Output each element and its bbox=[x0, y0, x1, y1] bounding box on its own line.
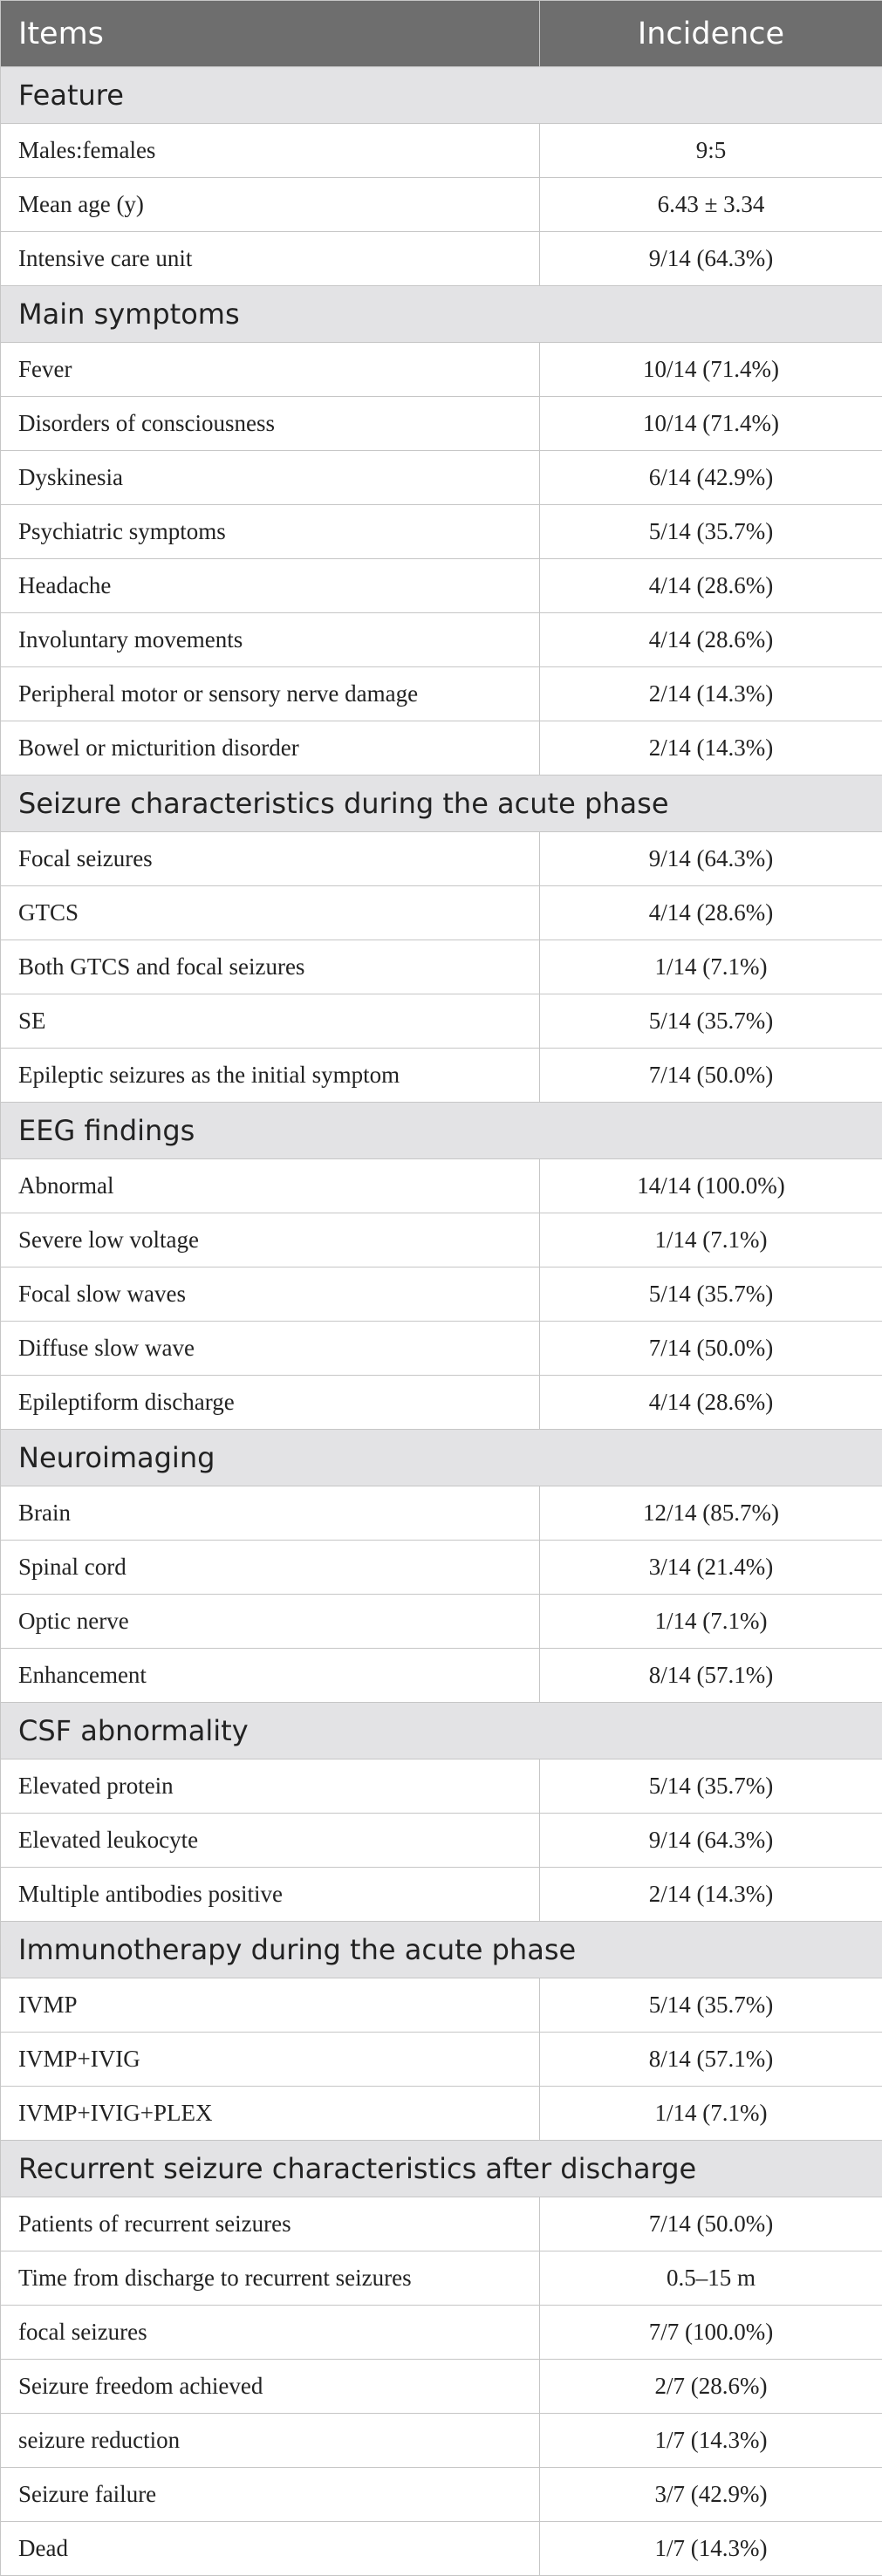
table-row bbox=[1, 1759, 882, 1814]
table-row bbox=[1, 232, 882, 286]
item-cell: Abnormal bbox=[1, 1159, 540, 1213]
table-row bbox=[1, 2087, 882, 2141]
item-cell: Epileptic seizures as the initial symptom bbox=[1, 1049, 540, 1103]
incidence-cell: 2/14 (14.3%) bbox=[540, 721, 882, 776]
section-header-row bbox=[1, 1703, 882, 1759]
incidence-cell: 3/7 (42.9%) bbox=[540, 2468, 882, 2522]
incidence-cell: 9/14 (64.3%) bbox=[540, 1814, 882, 1868]
item-cell: Enhancement bbox=[1, 1649, 540, 1703]
table-row bbox=[1, 721, 882, 776]
table-body bbox=[1, 67, 882, 2576]
table-row bbox=[1, 2414, 882, 2468]
incidence-cell: 2/7 (28.6%) bbox=[540, 2360, 882, 2414]
item-cell: Bowel or micturition disorder bbox=[1, 721, 540, 776]
table-row bbox=[1, 1376, 882, 1430]
item-cell: IVMP+IVIG+PLEX bbox=[1, 2087, 540, 2141]
section-header-row bbox=[1, 2141, 882, 2197]
item-cell: Diffuse slow wave bbox=[1, 1322, 540, 1376]
item-cell: IVMP bbox=[1, 1978, 540, 2033]
item-cell: Time from discharge to recurrent seizures bbox=[1, 2251, 540, 2306]
incidence-cell: 12/14 (85.7%) bbox=[540, 1486, 882, 1541]
incidence-cell: 7/14 (50.0%) bbox=[540, 2197, 882, 2251]
table-row bbox=[1, 1322, 882, 1376]
item-cell: Intensive care unit bbox=[1, 232, 540, 286]
item-cell: GTCS bbox=[1, 886, 540, 940]
section-header-row bbox=[1, 67, 882, 124]
item-cell: Patients of recurrent seizures bbox=[1, 2197, 540, 2251]
table-row bbox=[1, 1541, 882, 1595]
incidence-cell: 1/14 (7.1%) bbox=[540, 2087, 882, 2141]
section-title: Recurrent seizure characteristics after discharge bbox=[1, 2141, 882, 2197]
item-cell: Dyskinesia bbox=[1, 451, 540, 505]
item-cell: Peripheral motor or sensory nerve damage bbox=[1, 667, 540, 721]
table-row bbox=[1, 2522, 882, 2576]
item-cell: Mean age (y) bbox=[1, 178, 540, 232]
table-row bbox=[1, 124, 882, 178]
incidence-cell: 5/14 (35.7%) bbox=[540, 1759, 882, 1814]
item-cell: Focal slow waves bbox=[1, 1268, 540, 1322]
table-row bbox=[1, 1268, 882, 1322]
table-row bbox=[1, 994, 882, 1049]
item-cell: Dead bbox=[1, 2522, 540, 2576]
section-header-row bbox=[1, 1922, 882, 1978]
item-cell: seizure reduction bbox=[1, 2414, 540, 2468]
incidence-cell: 1/14 (7.1%) bbox=[540, 940, 882, 994]
incidence-cell: 5/14 (35.7%) bbox=[540, 1978, 882, 2033]
incidence-cell: 0.5–15 m bbox=[540, 2251, 882, 2306]
incidence-cell: 5/14 (35.7%) bbox=[540, 505, 882, 559]
item-cell: SE bbox=[1, 994, 540, 1049]
table-row bbox=[1, 1159, 882, 1213]
item-cell: Seizure failure bbox=[1, 2468, 540, 2522]
incidence-cell: 9/14 (64.3%) bbox=[540, 232, 882, 286]
incidence-cell: 4/14 (28.6%) bbox=[540, 886, 882, 940]
table-row bbox=[1, 2468, 882, 2522]
section-title: Feature bbox=[1, 67, 882, 124]
table-row bbox=[1, 1486, 882, 1541]
incidence-cell: 3/14 (21.4%) bbox=[540, 1541, 882, 1595]
item-cell: Severe low voltage bbox=[1, 1213, 540, 1268]
table-row bbox=[1, 1978, 882, 2033]
incidence-cell: 7/7 (100.0%) bbox=[540, 2306, 882, 2360]
incidence-cell: 6/14 (42.9%) bbox=[540, 451, 882, 505]
incidence-cell: 1/14 (7.1%) bbox=[540, 1595, 882, 1649]
item-cell: Multiple antibodies positive bbox=[1, 1868, 540, 1922]
table-row bbox=[1, 2360, 882, 2414]
table-row bbox=[1, 1213, 882, 1268]
incidence-cell: 1/7 (14.3%) bbox=[540, 2522, 882, 2576]
item-cell: Optic nerve bbox=[1, 1595, 540, 1649]
table-row bbox=[1, 2251, 882, 2306]
item-cell: Brain bbox=[1, 1486, 540, 1541]
item-cell: focal seizures bbox=[1, 2306, 540, 2360]
incidence-cell: 9:5 bbox=[540, 124, 882, 178]
incidence-cell: 10/14 (71.4%) bbox=[540, 397, 882, 451]
table-row bbox=[1, 940, 882, 994]
item-cell: Focal seizures bbox=[1, 832, 540, 886]
table-row bbox=[1, 1649, 882, 1703]
item-cell: Elevated leukocyte bbox=[1, 1814, 540, 1868]
table-row bbox=[1, 343, 882, 397]
incidence-cell: 4/14 (28.6%) bbox=[540, 559, 882, 613]
table-row bbox=[1, 2033, 882, 2087]
incidence-cell: 4/14 (28.6%) bbox=[540, 1376, 882, 1430]
table-row bbox=[1, 613, 882, 667]
section-header-row bbox=[1, 776, 882, 832]
incidence-cell: 5/14 (35.7%) bbox=[540, 1268, 882, 1322]
incidence-cell: 8/14 (57.1%) bbox=[540, 1649, 882, 1703]
table-row bbox=[1, 1049, 882, 1103]
incidence-cell: 1/14 (7.1%) bbox=[540, 1213, 882, 1268]
section-header-row bbox=[1, 286, 882, 343]
table-row bbox=[1, 178, 882, 232]
section-header-row bbox=[1, 1430, 882, 1486]
item-cell: Both GTCS and focal seizures bbox=[1, 940, 540, 994]
section-title: Neuroimaging bbox=[1, 1430, 882, 1486]
item-cell: Seizure freedom achieved bbox=[1, 2360, 540, 2414]
incidence-cell: 2/14 (14.3%) bbox=[540, 667, 882, 721]
table-row bbox=[1, 505, 882, 559]
section-title: Main symptoms bbox=[1, 286, 882, 343]
incidence-cell: 1/7 (14.3%) bbox=[540, 2414, 882, 2468]
item-cell: Fever bbox=[1, 343, 540, 397]
column-header-incidence: Incidence bbox=[540, 1, 882, 67]
table-header-row bbox=[1, 1, 882, 67]
incidence-cell: 6.43 ± 3.34 bbox=[540, 178, 882, 232]
incidence-cell: 4/14 (28.6%) bbox=[540, 613, 882, 667]
item-cell: Headache bbox=[1, 559, 540, 613]
section-title: CSF abnormality bbox=[1, 1703, 882, 1759]
table-row bbox=[1, 451, 882, 505]
section-title: EEG findings bbox=[1, 1103, 882, 1159]
incidence-cell: 2/14 (14.3%) bbox=[540, 1868, 882, 1922]
table-row bbox=[1, 559, 882, 613]
column-header-items: Items bbox=[1, 1, 540, 67]
incidence-cell: 5/14 (35.7%) bbox=[540, 994, 882, 1049]
item-cell: Involuntary movements bbox=[1, 613, 540, 667]
table-row bbox=[1, 1595, 882, 1649]
incidence-cell: 14/14 (100.0%) bbox=[540, 1159, 882, 1213]
table-row bbox=[1, 2306, 882, 2360]
incidence-cell: 7/14 (50.0%) bbox=[540, 1049, 882, 1103]
table-row bbox=[1, 667, 882, 721]
item-cell: Spinal cord bbox=[1, 1541, 540, 1595]
section-title: Seizure characteristics during the acute phase bbox=[1, 776, 882, 832]
item-cell: Elevated protein bbox=[1, 1759, 540, 1814]
item-cell: Epileptiform discharge bbox=[1, 1376, 540, 1430]
table-row bbox=[1, 886, 882, 940]
incidence-cell: 9/14 (64.3%) bbox=[540, 832, 882, 886]
table-row bbox=[1, 1814, 882, 1868]
table-row bbox=[1, 397, 882, 451]
section-header-row bbox=[1, 1103, 882, 1159]
item-cell: Psychiatric symptoms bbox=[1, 505, 540, 559]
table-row bbox=[1, 1868, 882, 1922]
incidence-cell: 7/14 (50.0%) bbox=[540, 1322, 882, 1376]
item-cell: Disorders of consciousness bbox=[1, 397, 540, 451]
item-cell: IVMP+IVIG bbox=[1, 2033, 540, 2087]
table-row bbox=[1, 832, 882, 886]
item-cell: Males:females bbox=[1, 124, 540, 178]
incidence-cell: 10/14 (71.4%) bbox=[540, 343, 882, 397]
incidence-cell: 8/14 (57.1%) bbox=[540, 2033, 882, 2087]
table-row bbox=[1, 2197, 882, 2251]
section-title: Immunotherapy during the acute phase bbox=[1, 1922, 882, 1978]
